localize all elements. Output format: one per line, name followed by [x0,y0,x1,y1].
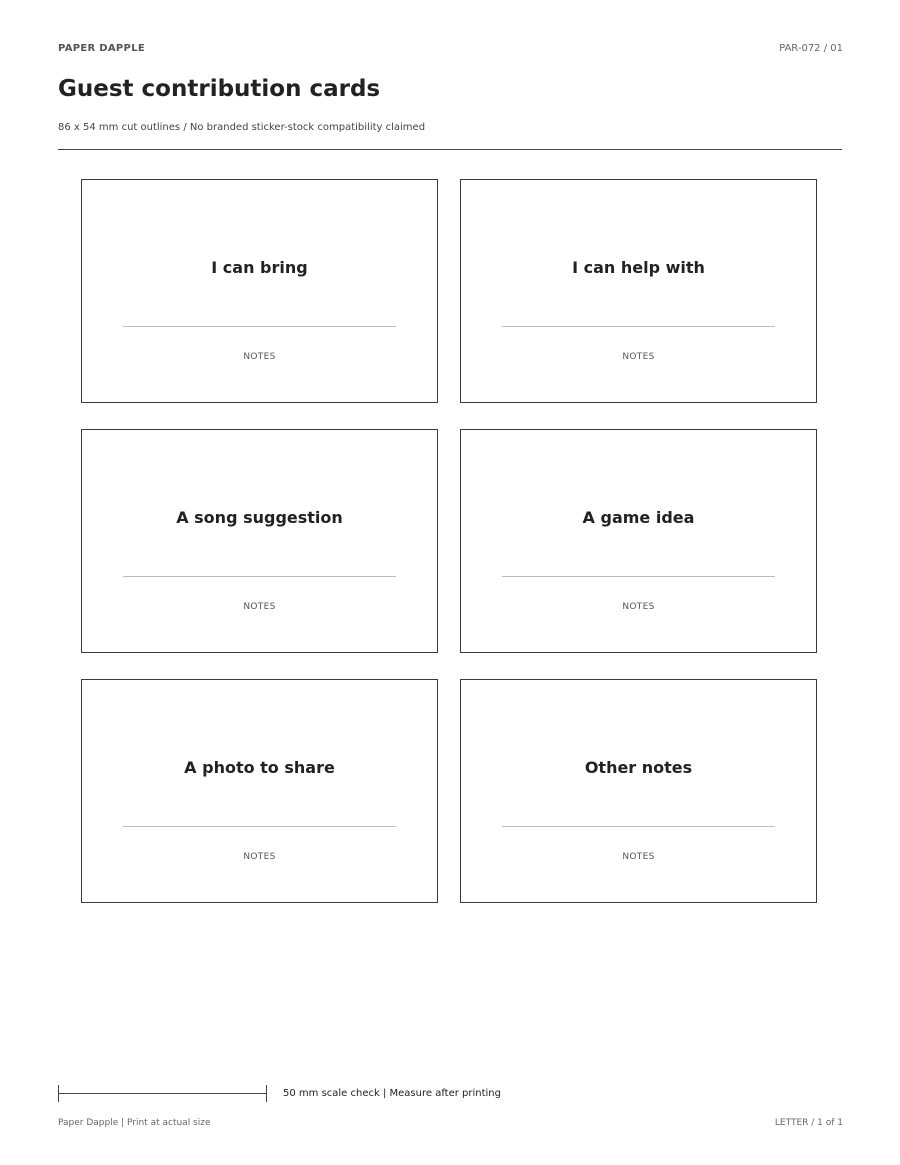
card-title: A song suggestion [176,508,343,527]
card-notes-label: NOTES [243,852,276,862]
card-title: I can help with [572,258,705,277]
card-a-game-idea [460,429,817,653]
header-divider [58,149,842,150]
footer-page-info: LETTER / 1 of 1 [774,1118,843,1128]
card-i-can-help-with [460,179,817,403]
document-id: PAR-072 / 01 [779,43,843,54]
page-subtitle: 86 x 54 mm cut outlines / No branded sticker-stock compatibility claimed [58,122,426,133]
card-notes-label: NOTES [243,352,276,362]
card-title: A game idea [582,508,695,527]
card-a-song-suggestion [81,429,438,653]
card-i-can-bring [81,179,438,403]
card-writing-line [502,326,775,327]
scale-check-label: 50 mm scale check | Measure after printing [283,1088,501,1099]
card-writing-line [123,576,396,577]
card-notes-label: NOTES [622,602,655,612]
brand-label: PAPER DAPPLE [58,43,145,54]
card-notes-label: NOTES [622,352,655,362]
card-writing-line [123,826,396,827]
scale-tick-end [266,1085,267,1102]
card-writing-line [123,326,396,327]
footer-left-text: Paper Dapple | Print at actual size [58,1118,211,1128]
scale-check-bar [58,1085,267,1102]
card-notes-label: NOTES [622,852,655,862]
card-title: Other notes [584,758,693,777]
page-title: Guest contribution cards [58,76,381,102]
card-writing-line [502,576,775,577]
card-notes-label: NOTES [243,602,276,612]
card-title: I can bring [211,258,308,277]
card-other-notes [460,679,817,903]
card-title: A photo to share [184,758,335,777]
card-a-photo-to-share [81,679,438,903]
scale-bar-line [58,1093,267,1094]
card-writing-line [502,826,775,827]
scale-tick-start [58,1085,59,1102]
